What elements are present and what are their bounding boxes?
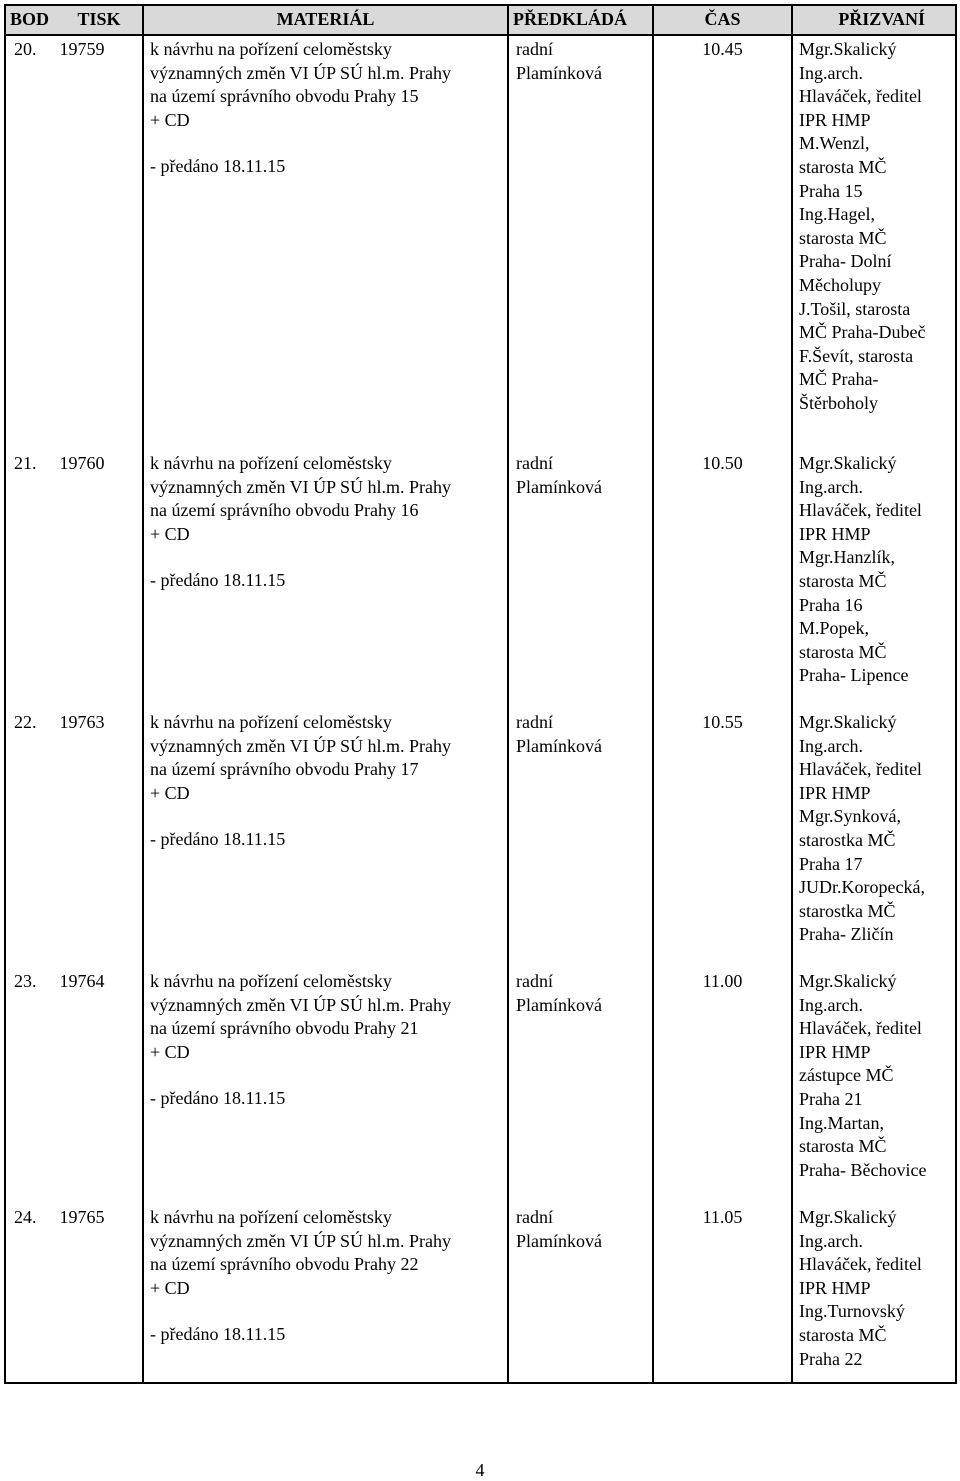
bod-number: 21. xyxy=(14,453,37,473)
predklada-cell xyxy=(508,709,653,968)
cas-value: 10.55 xyxy=(702,712,743,732)
material-cell xyxy=(143,1204,508,1383)
bod-tisk-cell xyxy=(5,968,143,1204)
prizvani-line: Ing.Hagel, xyxy=(799,204,875,225)
material-line: významných změn VI ÚP SÚ hl.m. Prahy xyxy=(150,994,451,1015)
material-line: významných změn VI ÚP SÚ hl.m. Prahy xyxy=(150,1230,451,1251)
material-line: na území správního obvodu Prahy 21 xyxy=(150,1018,419,1039)
cas-cell xyxy=(653,709,792,968)
predano-date: - předáno 18.11.15 xyxy=(150,1324,286,1345)
material-line: + CD xyxy=(150,109,190,130)
prizvani-line: Ing.arch. xyxy=(799,62,863,83)
cas-value: 10.45 xyxy=(702,39,743,59)
prizvani-line: Praha- Dolní xyxy=(799,251,892,272)
prizvani-cell xyxy=(792,35,956,450)
prizvani-cell xyxy=(792,709,956,968)
tisk-number: 19764 xyxy=(59,971,105,991)
predano-date: - předáno 18.11.15 xyxy=(150,570,286,591)
predklada-line: radní xyxy=(516,1207,553,1227)
prizvani-line: Mgr.Skalický xyxy=(799,1207,897,1227)
predklada-line: Plamínková xyxy=(516,994,602,1015)
prizvani-line: Hlaváček, ředitel xyxy=(799,759,922,780)
predklada-line: radní xyxy=(516,453,553,473)
prizvani-line: Mgr.Skalický xyxy=(799,39,897,59)
spacer xyxy=(150,132,503,155)
prizvani-line: IPR HMP xyxy=(799,109,871,130)
prizvani-line: starostka MČ xyxy=(799,829,896,850)
prizvani-cell xyxy=(792,450,956,709)
prizvani-line: M.Popek, xyxy=(799,618,870,639)
cas-cell xyxy=(653,968,792,1204)
prizvani-line: IPR HMP xyxy=(799,1041,871,1062)
material-line: + CD xyxy=(150,1277,190,1298)
material-line: k návrhu na pořízení celoměstsky xyxy=(150,1207,392,1227)
prizvani-line: Mgr.Hanzlík, xyxy=(799,547,895,568)
material-line: k návrhu na pořízení celoměstsky xyxy=(150,453,392,473)
header-prizvani: PŘIZVANÍ xyxy=(792,5,956,35)
prizvani-line: starosta MČ xyxy=(799,156,887,177)
prizvani-line: IPR HMP xyxy=(799,782,871,803)
material-line: na území správního obvodu Prahy 16 xyxy=(150,500,419,521)
table-row xyxy=(5,35,956,450)
predano-date: - předáno 18.11.15 xyxy=(150,1088,286,1109)
material-line: na území správního obvodu Prahy 15 xyxy=(150,86,419,107)
predklada-line: Plamínková xyxy=(516,735,602,756)
prizvani-cell xyxy=(792,968,956,1204)
page-number: 4 xyxy=(475,1460,485,1480)
prizvani-line: Mgr.Skalický xyxy=(799,712,897,732)
table-row xyxy=(5,709,956,968)
material-cell xyxy=(143,35,508,450)
prizvani-line: F.Ševít, starosta xyxy=(799,345,914,366)
cas-value: 11.05 xyxy=(702,1207,743,1227)
cas-cell xyxy=(653,1204,792,1383)
material-line: + CD xyxy=(150,1041,190,1062)
prizvani-line: Hlaváček, ředitel xyxy=(799,500,922,521)
header-bod: BOD xyxy=(10,9,50,30)
table-row xyxy=(5,1204,956,1383)
cas-cell xyxy=(653,450,792,709)
tisk-number: 19760 xyxy=(59,453,105,473)
prizvani-line: Praha- Zličín xyxy=(799,924,894,945)
predklada-line: radní xyxy=(516,971,553,991)
material-line: + CD xyxy=(150,782,190,803)
tisk-number: 19763 xyxy=(59,712,105,732)
agenda-table xyxy=(4,4,957,1384)
material-line: na území správního obvodu Prahy 17 xyxy=(150,759,419,780)
table-row xyxy=(5,450,956,709)
material-line: k návrhu na pořízení celoměstsky xyxy=(150,712,392,732)
prizvani-line: starosta MČ xyxy=(799,227,887,248)
predklada-line: Plamínková xyxy=(516,1230,602,1251)
prizvani-cell xyxy=(792,1204,956,1383)
bod-number: 20. xyxy=(14,39,37,59)
material-line: k návrhu na pořízení celoměstsky xyxy=(150,971,392,991)
material-line: významných změn VI ÚP SÚ hl.m. Prahy xyxy=(150,735,451,756)
prizvani-line: Ing.Martan, xyxy=(799,1112,884,1133)
prizvani-line: Praha 15 xyxy=(799,180,863,201)
predklada-line: Plamínková xyxy=(516,62,602,83)
bod-tisk-cell xyxy=(5,35,143,450)
prizvani-line: Ing.arch. xyxy=(799,1230,863,1251)
predklada-line: radní xyxy=(516,39,553,59)
header-predklada: PŘEDKLÁDÁ xyxy=(508,5,653,35)
prizvani-line: Ing.arch. xyxy=(799,994,863,1015)
prizvani-line: Praha 16 xyxy=(799,594,863,615)
prizvani-line: Štěrboholy xyxy=(799,392,878,413)
header-cas: ČAS xyxy=(653,5,792,35)
prizvani-line: IPR HMP xyxy=(799,1277,871,1298)
material-cell xyxy=(143,450,508,709)
material-line: k návrhu na pořízení celoměstsky xyxy=(150,39,392,59)
prizvani-line: starosta MČ xyxy=(799,641,887,662)
predklada-line: Plamínková xyxy=(516,476,602,497)
table-row xyxy=(5,968,956,1204)
material-line: významných změn VI ÚP SÚ hl.m. Prahy xyxy=(150,62,451,83)
prizvani-line: Hlaváček, ředitel xyxy=(799,86,922,107)
spacer xyxy=(150,1300,503,1323)
bod-tisk-cell xyxy=(5,709,143,968)
material-line: významných změn VI ÚP SÚ hl.m. Prahy xyxy=(150,476,451,497)
prizvani-line: Mgr.Synková, xyxy=(799,806,902,827)
material-line: na území správního obvodu Prahy 22 xyxy=(150,1254,419,1275)
predklada-cell xyxy=(508,1204,653,1383)
bod-tisk-cell xyxy=(5,450,143,709)
bod-tisk-cell xyxy=(5,1204,143,1383)
prizvani-line: Praha 21 xyxy=(799,1088,863,1109)
prizvani-line: starosta MČ xyxy=(799,1136,887,1157)
prizvani-line: JUDr.Koropecká, xyxy=(799,877,925,898)
prizvani-line: Praha 22 xyxy=(799,1348,863,1369)
prizvani-line: Měcholupy xyxy=(799,274,881,295)
bod-number: 23. xyxy=(14,971,37,991)
header-material: MATERIÁL xyxy=(143,5,508,35)
spacer xyxy=(150,546,503,569)
prizvani-line: M.Wenzl, xyxy=(799,133,870,154)
predklada-cell xyxy=(508,35,653,450)
prizvani-line: Hlaváček, ředitel xyxy=(799,1018,922,1039)
prizvani-line: IPR HMP xyxy=(799,523,871,544)
prizvani-line: starosta MČ xyxy=(799,570,887,591)
predano-date: - předáno 18.11.15 xyxy=(150,156,286,177)
header-bod-tisk xyxy=(5,5,143,35)
prizvani-line: starosta MČ xyxy=(799,1324,887,1345)
predklada-cell xyxy=(508,450,653,709)
predklada-cell xyxy=(508,968,653,1204)
cas-cell xyxy=(653,35,792,450)
header-row xyxy=(5,5,956,35)
cas-value: 10.50 xyxy=(702,453,743,473)
prizvani-line: Ing.arch. xyxy=(799,735,863,756)
prizvani-line: Hlaváček, ředitel xyxy=(799,1254,922,1275)
prizvani-line: zástupce MČ xyxy=(799,1065,894,1086)
material-line: + CD xyxy=(150,523,190,544)
material-cell xyxy=(143,968,508,1204)
prizvani-line: Praha 17 xyxy=(799,853,863,874)
prizvani-line: Mgr.Skalický xyxy=(799,453,897,473)
spacer xyxy=(150,805,503,828)
predano-date: - předáno 18.11.15 xyxy=(150,829,286,850)
tisk-number: 19765 xyxy=(59,1207,105,1227)
material-cell xyxy=(143,709,508,968)
prizvani-line: starostka MČ xyxy=(799,900,896,921)
prizvani-line: Praha- Lipence xyxy=(799,665,909,686)
predklada-line: radní xyxy=(516,712,553,732)
cas-value: 11.00 xyxy=(702,971,743,991)
prizvani-line: MČ Praha-Dubeč xyxy=(799,322,926,343)
prizvani-line: MČ Praha- xyxy=(799,369,879,390)
prizvani-line: J.Tošil, starosta xyxy=(799,298,911,319)
tisk-number: 19759 xyxy=(59,39,105,59)
prizvani-line: Ing.Turnovský xyxy=(799,1301,905,1322)
prizvani-line: Ing.arch. xyxy=(799,476,863,497)
header-tisk: TISK xyxy=(77,9,121,30)
prizvani-line: Mgr.Skalický xyxy=(799,971,897,991)
spacer xyxy=(150,1064,503,1087)
prizvani-line: Praha- Běchovice xyxy=(799,1159,927,1180)
bod-number: 22. xyxy=(14,712,37,732)
bod-number: 24. xyxy=(14,1207,37,1227)
